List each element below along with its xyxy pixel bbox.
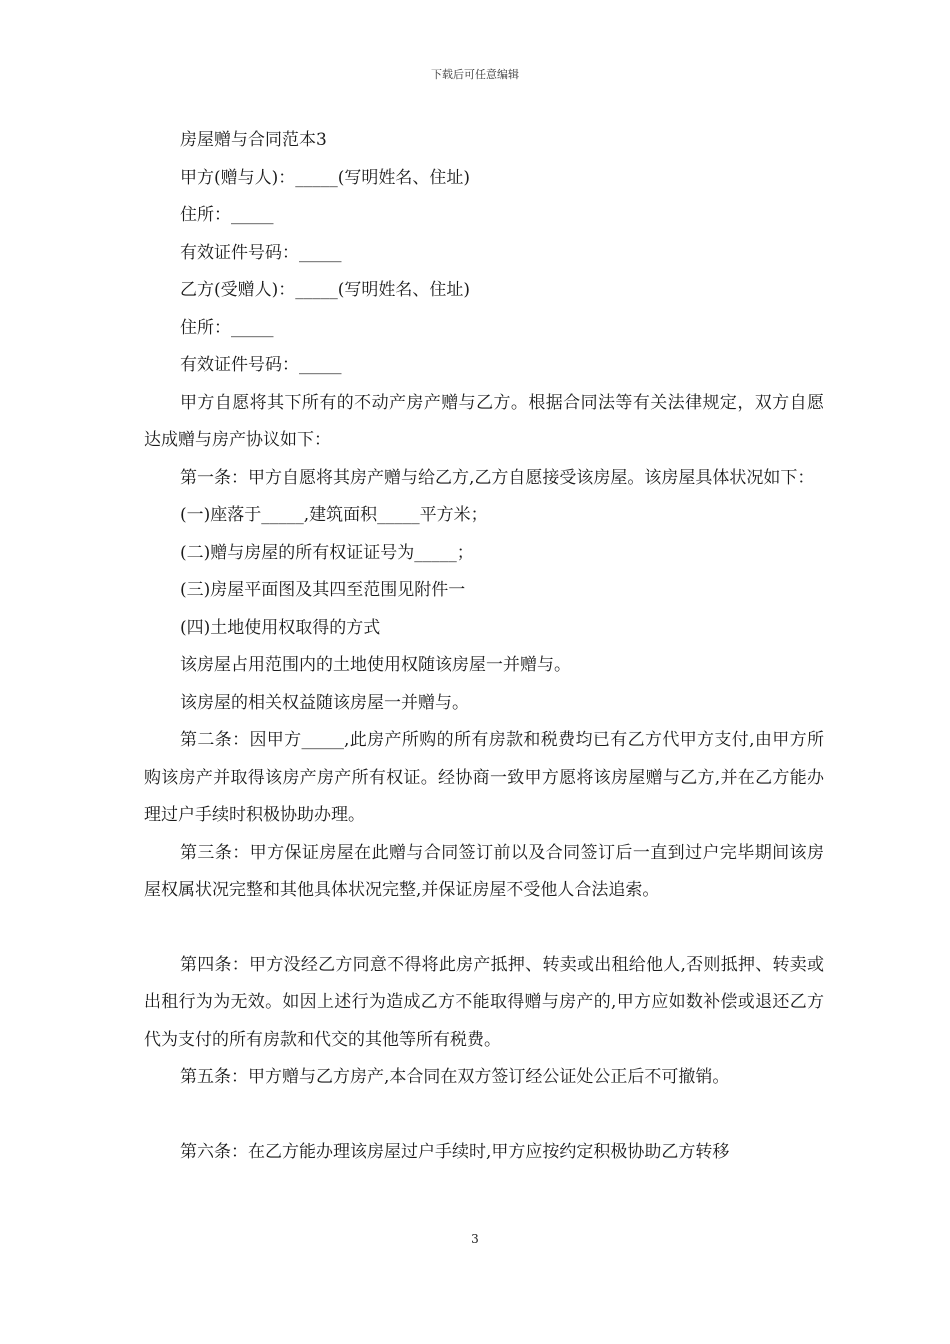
page-header-note: 下载后可任意编辑	[431, 68, 519, 81]
article-1-item-4: (四)土地使用权取得的方式	[180, 617, 381, 638]
article-3: 第三条：甲方保证房屋在此赠与合同签订前以及合同签订后一直到过户完毕期间该房屋权属状况完整和其他具体状况完整,并保证房屋不受他人合法追索。	[144, 842, 824, 900]
article-1-item-2: (二)赠与房屋的所有权证证号为_____；	[180, 542, 474, 563]
land-use-paragraph: 该房屋占用范围内的土地使用权随该房屋一并赠与。	[180, 655, 571, 675]
article-6: 第六条：在乙方能办理该房屋过户手续时,甲方应按约定积极协助乙方转移	[180, 1141, 730, 1162]
rights-paragraph: 该房屋的相关权益随该房屋一并赠与。	[180, 692, 469, 713]
party-b-address: 住所：_____	[180, 317, 274, 338]
document-title: 房屋赠与合同范本3	[180, 130, 327, 150]
intro-paragraph: 甲方自愿将其下所有的不动产房产赠与乙方。根据合同法等有关法律规定，双方自愿达成赠与房产协议如下：	[144, 392, 824, 450]
party-a-line: 甲方(赠与人)：_____(写明姓名、住址)	[180, 167, 471, 188]
article-1-item-1: (一)座落于_____,建筑面积_____平方米；	[180, 505, 488, 525]
spacer	[144, 1097, 824, 1134]
party-b-id: 有效证件号码：_____	[180, 355, 342, 375]
article-1-item-3: (三)房屋平面图及其四至范围见附件一	[180, 580, 466, 600]
article-5: 第五条：甲方赠与乙方房产,本合同在双方签订经公证处公正后不可撤销。	[180, 1067, 730, 1087]
party-a-address: 住所：_____	[180, 205, 274, 225]
party-a-id: 有效证件号码：_____	[180, 242, 342, 263]
page-number: 3	[471, 1232, 479, 1246]
article-2: 第二条：因甲方_____,此房产所购的所有房款和税费均已有乙方代甲方支付,由甲方所购该房产并取得该房产房产所有权证。经协商一致甲方愿将该房屋赠与乙方,并在乙方能办理过户手续时积极协助办理。	[144, 730, 824, 825]
article-4: 第四条：甲方没经乙方同意不得将此房产抵押、转卖或出租给他人,否则抵押、转卖或出租行为为无效。如因上述行为造成乙方不能取得赠与房产的,甲方应如数补偿或退还乙方代为支付的所有房款和代交的其他等所有税费。	[144, 954, 824, 1050]
party-b-line: 乙方(受赠人)：_____(写明姓名、住址)	[180, 280, 471, 300]
document-body	[144, 122, 824, 1171]
spacer	[144, 910, 824, 947]
article-1: 第一条：甲方自愿将其房产赠与给乙方,乙方自愿接受该房屋。该房屋具体状况如下：	[180, 467, 815, 488]
